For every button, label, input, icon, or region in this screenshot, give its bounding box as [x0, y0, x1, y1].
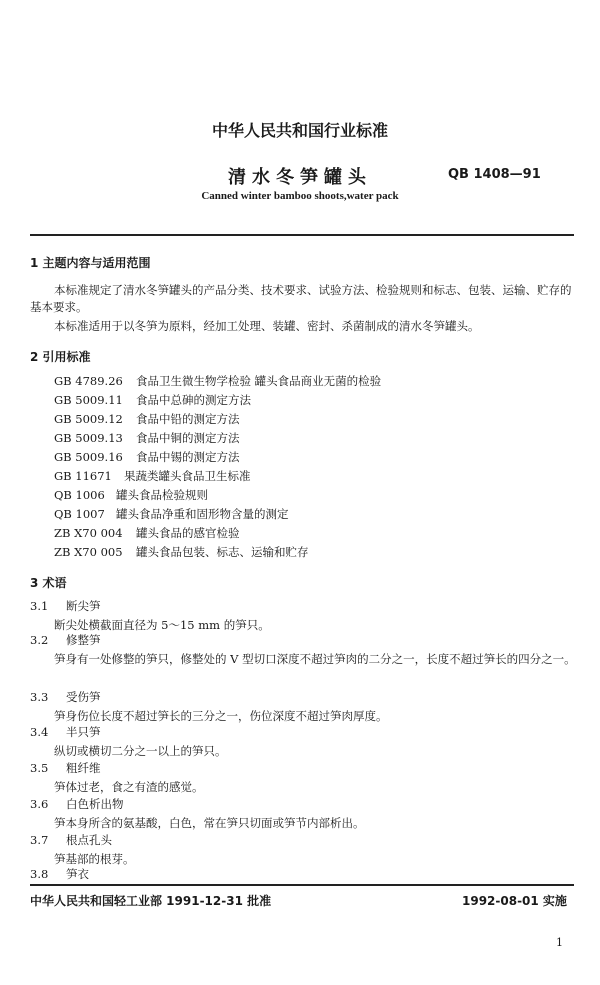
term-name: 根点孔头	[66, 833, 112, 847]
standard-number: QB 1408—91	[448, 167, 541, 182]
term-heading	[30, 598, 101, 614]
reference-code: ZB X70 005	[54, 545, 123, 559]
term-number: 3.3	[30, 690, 49, 704]
reference-item	[54, 411, 240, 427]
reference-item	[54, 449, 240, 465]
section-3-heading: 3 术语	[30, 576, 67, 590]
section-1-heading: 1 主题内容与适用范围	[30, 256, 151, 270]
reference-code: GB 5009.13	[54, 431, 123, 445]
term-number: 3.6	[30, 797, 49, 811]
term-definition: 笋基部的根芽。	[54, 852, 135, 866]
term-name: 受伤笋	[66, 690, 101, 704]
section-2-heading: 2 引用标准	[30, 350, 91, 364]
term-name: 粗纤维	[66, 761, 101, 775]
term-heading	[30, 866, 89, 882]
section-1-paragraph-2: 本标准适用于以冬笋为原料，经加工处理、装罐、密封、杀菌制成的清水冬笋罐头。	[54, 319, 480, 333]
term-name: 半只笋	[66, 725, 101, 739]
reference-item	[54, 487, 208, 503]
reference-title: 罐头食品净重和固形物含量的测定	[116, 507, 289, 521]
term-heading	[30, 796, 124, 812]
reference-item	[54, 430, 240, 446]
term-definition: 笋身有一处修整的笋只，修整处的 V 型切口深度不超过笋肉的二分之一，长度不超过笋长的四分之一。	[54, 652, 576, 666]
reference-code: QB 1006	[54, 488, 105, 502]
reference-item	[54, 468, 251, 484]
reference-title: 罐头食品的感官检验	[136, 526, 240, 540]
page-number: 1	[556, 936, 563, 949]
term-heading	[30, 724, 101, 740]
section-1-paragraph-1: 本标准规定了清水冬笋罐头的产品分类、技术要求、试验方法、检验规则和标志、包装、运输、贮存的基本要求。	[30, 283, 572, 314]
term-definition: 断尖处横截面直径为 5～15 mm 的笋只。	[54, 618, 270, 632]
reference-title: 果蔬类罐头食品卫生标准	[124, 469, 251, 483]
term-name: 断尖笋	[66, 599, 101, 613]
term-heading	[30, 689, 101, 705]
reference-item	[54, 392, 251, 408]
term-number: 3.1	[30, 599, 49, 613]
term-definition: 笋身伤位长度不超过笋长的三分之一，伤位深度不超过笋肉厚度。	[54, 709, 388, 723]
reference-title: 食品卫生微生物学检验 罐头食品商业无菌的检验	[136, 374, 382, 388]
reference-title: 食品中铅的测定方法	[136, 412, 240, 426]
reference-code: QB 1007	[54, 507, 105, 521]
reference-code: GB 5009.12	[54, 412, 123, 426]
reference-item	[54, 373, 381, 389]
reference-code: GB 4789.26	[54, 374, 123, 388]
term-heading	[30, 832, 112, 848]
term-name: 笋衣	[66, 867, 89, 881]
reference-item	[54, 506, 289, 522]
reference-item	[54, 525, 240, 541]
term-heading	[30, 760, 101, 776]
reference-title: 食品中锡的测定方法	[136, 450, 240, 464]
reference-code: GB 11671	[54, 469, 112, 483]
term-name: 修整笋	[66, 633, 101, 647]
document-title: 清水冬笋罐头	[228, 167, 372, 188]
reference-item	[54, 544, 309, 560]
term-definition: 笋本身所含的氨基酸，白色，常在笋只切面或笋节内部析出。	[54, 816, 365, 830]
footer-divider	[30, 884, 574, 886]
term-definition: 笋体过老，食之有渣的感觉。	[54, 780, 204, 794]
term-number: 3.7	[30, 833, 49, 847]
term-heading	[30, 632, 101, 648]
english-subtitle: Canned winter bamboo shoots,water pack	[201, 190, 399, 202]
standard-category-title: 中华人民共和国行业标准	[211, 121, 388, 140]
reference-title: 食品中总砷的测定方法	[136, 393, 251, 407]
term-name: 白色析出物	[66, 797, 124, 811]
approval-date: 中华人民共和国轻工业部 1991-12-31 批准	[30, 894, 272, 908]
reference-title: 食品中铜的测定方法	[136, 431, 240, 445]
implementation-date: 1992-08-01 实施	[462, 894, 567, 908]
reference-code: ZB X70 004	[54, 526, 123, 540]
reference-code: GB 5009.16	[54, 450, 123, 464]
term-number: 3.8	[30, 867, 49, 881]
term-number: 3.4	[30, 725, 49, 739]
header-divider	[30, 234, 574, 236]
term-number: 3.5	[30, 761, 49, 775]
term-number: 3.2	[30, 633, 49, 647]
reference-title: 罐头食品检验规则	[116, 488, 208, 502]
term-definition: 纵切或横切二分之一以上的笋只。	[54, 744, 227, 758]
reference-code: GB 5009.11	[54, 393, 123, 407]
reference-title: 罐头食品包装、标志、运输和贮存	[136, 545, 309, 559]
